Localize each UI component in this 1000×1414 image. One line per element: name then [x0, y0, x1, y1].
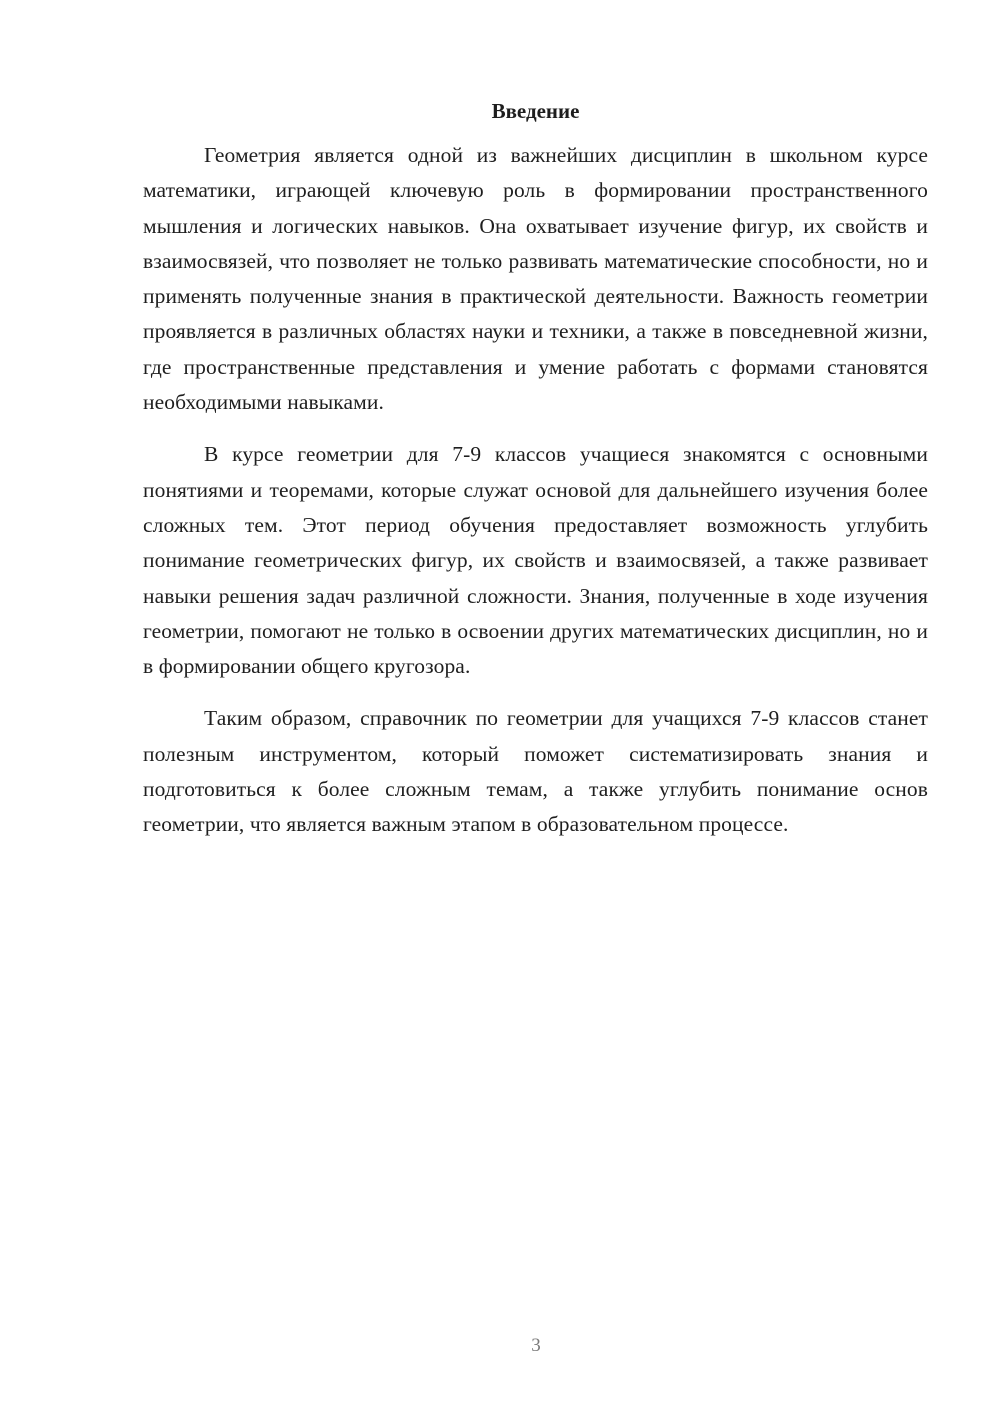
page-content [143, 96, 928, 843]
paragraph-1: Геометрия является одной из важнейших дисциплин в школьном курсе математики, играющей ключевую роль в формировании пространственного мышления и логических навыков. Она охватывает изучение фигур, их свойств и взаимосвязей, что позволяет не только развивать математические способности, но и применять полученные знания в практической деятельности. Важность геометрии проявляется в различных областях науки и техники, а также в повседневной жизни, где пространственные представления и умение работать с формами становятся необходимыми навыками. [143, 143, 928, 415]
paragraph-3: Таким образом, справочник по геометрии для учащихся 7-9 классов станет полезным инструментом, который поможет систематизировать знания и подготовиться к более сложным темам, а также углубить понимание основ геометрии, что является важным этапом в образовательном процессе. [143, 706, 928, 837]
paragraph-2: В курсе геометрии для 7-9 классов учащиеся знакомятся с основными понятиями и теоремами, которые служат основой для дальнейшего изучения более сложных тем. Этот период обучения предоставляет возможность углубить понимание геометрических фигур, их свойств и взаимосвязей, а также развивает навыки решения задач различной сложности. Знания, полученные в ходе изучения геометрии, помогают не только в освоении других математических дисциплин, но и в формировании общего кругозора. [143, 442, 928, 679]
page-title: Введение [491, 99, 580, 123]
page-number: 3 [531, 1335, 541, 1356]
